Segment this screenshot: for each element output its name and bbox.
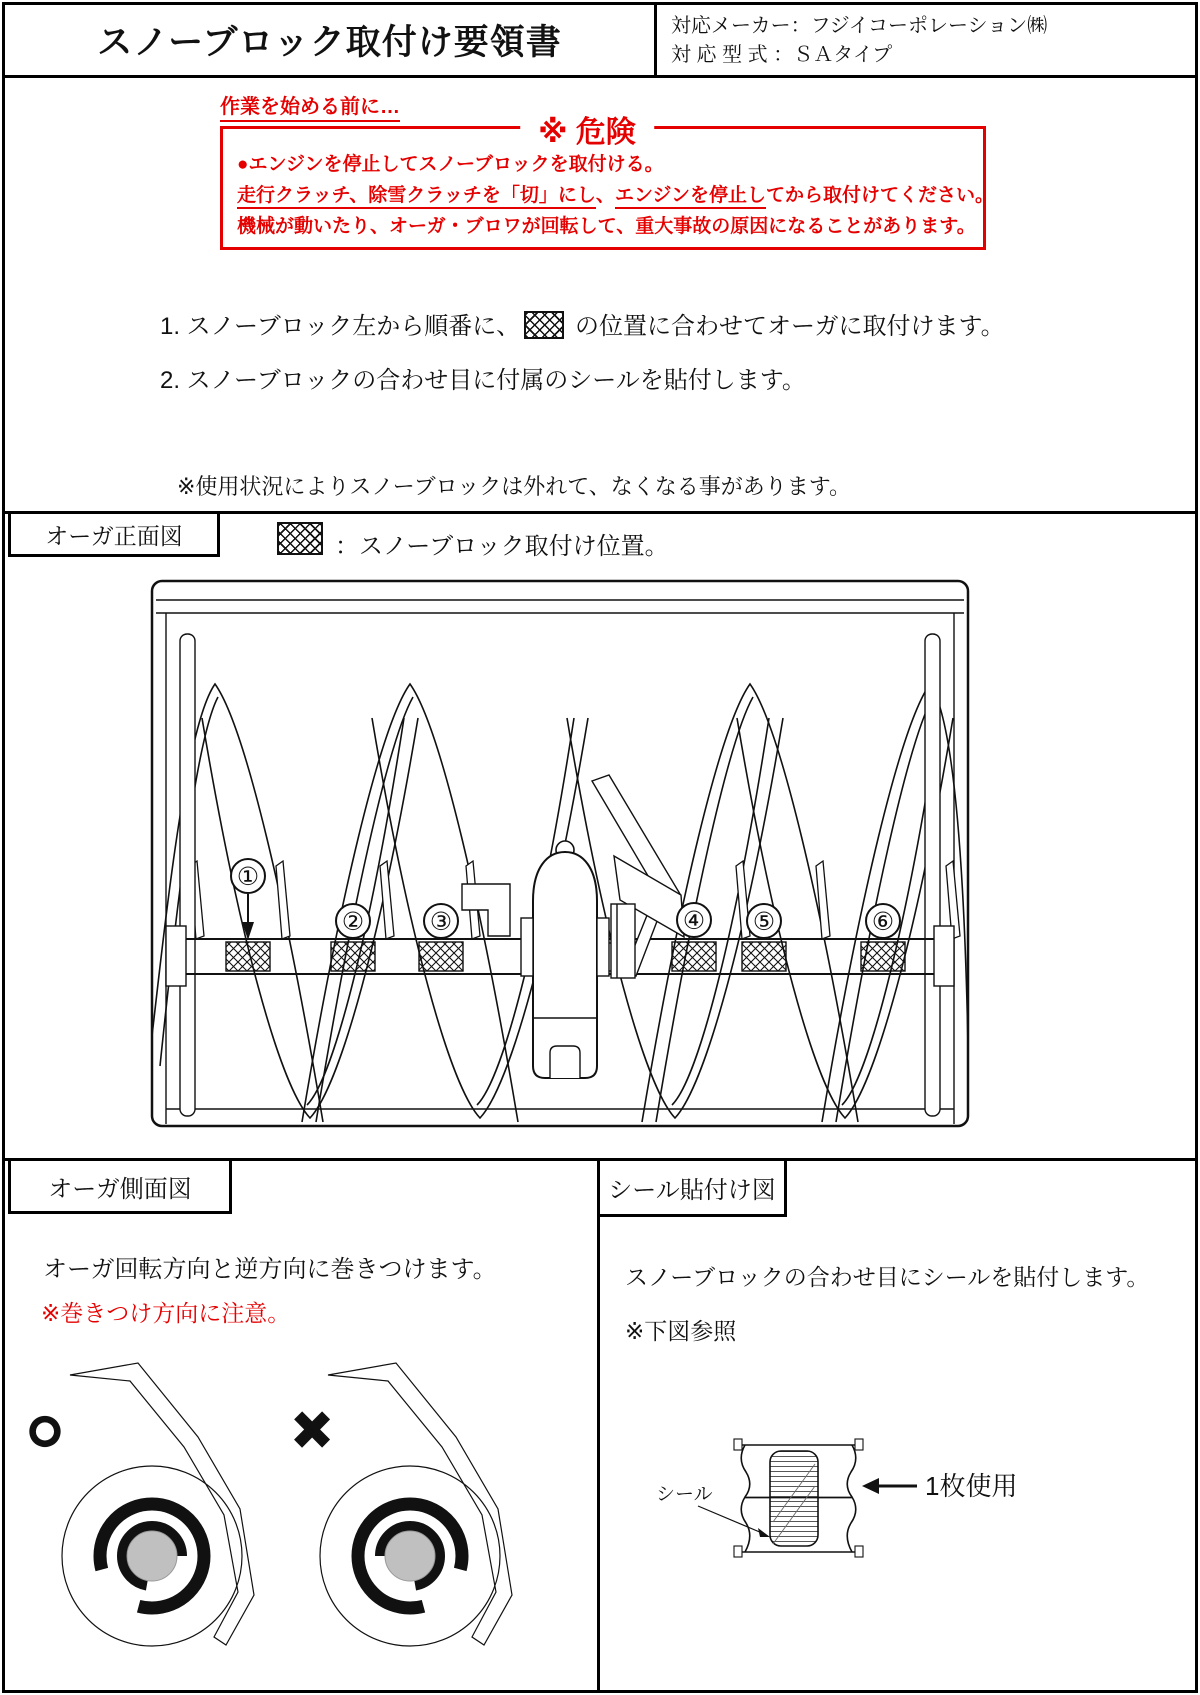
danger-line-3: 機械が動いたり、オーガ・ブロワが回転して、重大事故の原因になることがあります。 bbox=[237, 216, 976, 237]
auger-front-view-section bbox=[2, 511, 1198, 1161]
hatch-swatch-icon bbox=[524, 311, 564, 339]
header bbox=[2, 2, 1198, 78]
position-marker-2: ② bbox=[341, 908, 365, 936]
usage-callout bbox=[862, 1471, 1017, 1501]
usage-note: ※使用状況によりスノーブロックは外れて、なくなる事があります。 bbox=[177, 474, 852, 499]
front-view-section-label: オーガ正面図 bbox=[8, 511, 220, 557]
position-band-6 bbox=[861, 942, 905, 971]
maker-line: 対応メーカー：フジイコーポレーション㈱ bbox=[671, 15, 1048, 37]
seal-label: シール bbox=[656, 1484, 713, 1505]
winding-caution: ※巻きつけ方向に注意。 bbox=[41, 1300, 291, 1326]
shaft-hub bbox=[385, 1531, 435, 1581]
page-title: スノーブロック取付け要領書 bbox=[97, 23, 562, 62]
seal-instruction: スノーブロックの合わせ目にシールを貼付します。 bbox=[625, 1264, 1150, 1290]
position-marker-4: ④ bbox=[682, 907, 706, 935]
title-cell bbox=[5, 5, 657, 75]
warning-and-steps-section bbox=[2, 75, 1198, 514]
gearbox bbox=[521, 841, 609, 1078]
shaft-hub bbox=[127, 1531, 177, 1581]
winding-incorrect-diagram bbox=[295, 1363, 512, 1646]
position-marker-5: ⑤ bbox=[752, 908, 776, 936]
seal-application-section bbox=[597, 1158, 1198, 1693]
danger-badge: ※ 危険 bbox=[520, 107, 654, 151]
position-band-1 bbox=[226, 942, 270, 971]
position-band-4 bbox=[672, 942, 716, 971]
incorrect-mark-icon: × bbox=[295, 1397, 329, 1462]
step-1: 1. スノーブロック左から順番に、 の位置に合わせてオーガに取付けます。 bbox=[160, 313, 1005, 340]
step-2: 2. スノーブロックの合わせ目に付属のシールを貼付します。 bbox=[160, 367, 806, 394]
side-view-instruction: オーガ回転方向と逆方向に巻きつけます。 bbox=[43, 1256, 497, 1283]
correct-mark-icon: ○ bbox=[26, 1395, 64, 1464]
usage-note-label: 1枚使用 bbox=[925, 1471, 1018, 1501]
position-band-5 bbox=[742, 942, 786, 971]
seal-section-label: シール貼付け図 bbox=[597, 1158, 787, 1217]
front-view-legend: ：スノーブロック取付け位置。 bbox=[335, 533, 669, 560]
danger-box bbox=[220, 116, 995, 250]
auger-side-view-section bbox=[2, 1158, 600, 1693]
winding-direction-diagrams bbox=[10, 1339, 585, 1691]
position-band-2 bbox=[331, 942, 375, 971]
hatch-swatch-icon bbox=[277, 522, 323, 555]
position-marker-1: ① bbox=[236, 863, 260, 891]
seal-see-figure-note: ※下図参照 bbox=[625, 1318, 737, 1344]
pre-work-label: 作業を始める前に… bbox=[220, 90, 400, 122]
danger-line-2: 走行クラッチ、除雪クラッチを「切」にし、エンジンを停止してから取付けてください。 bbox=[237, 180, 983, 211]
position-marker-6: ⑥ bbox=[871, 908, 895, 936]
position-marker-3: ③ bbox=[429, 908, 453, 936]
left-arrow-icon bbox=[862, 1478, 879, 1494]
winding-correct-diagram bbox=[26, 1363, 254, 1646]
seal-application-diagram bbox=[620, 1424, 1080, 1594]
seal-sticker bbox=[770, 1451, 818, 1546]
danger-line-1: ●エンジンを停止してスノーブロックを取付ける。 bbox=[237, 154, 664, 175]
side-view-section-label: オーガ側面図 bbox=[8, 1158, 232, 1214]
model-line: 対 応 型 式 ：ＳＡタイプ bbox=[671, 44, 893, 66]
auger-front-view-drawing bbox=[130, 566, 990, 1151]
seal-callout bbox=[656, 1484, 770, 1537]
compat-info-cell bbox=[657, 5, 1195, 75]
position-band-3 bbox=[419, 942, 463, 971]
